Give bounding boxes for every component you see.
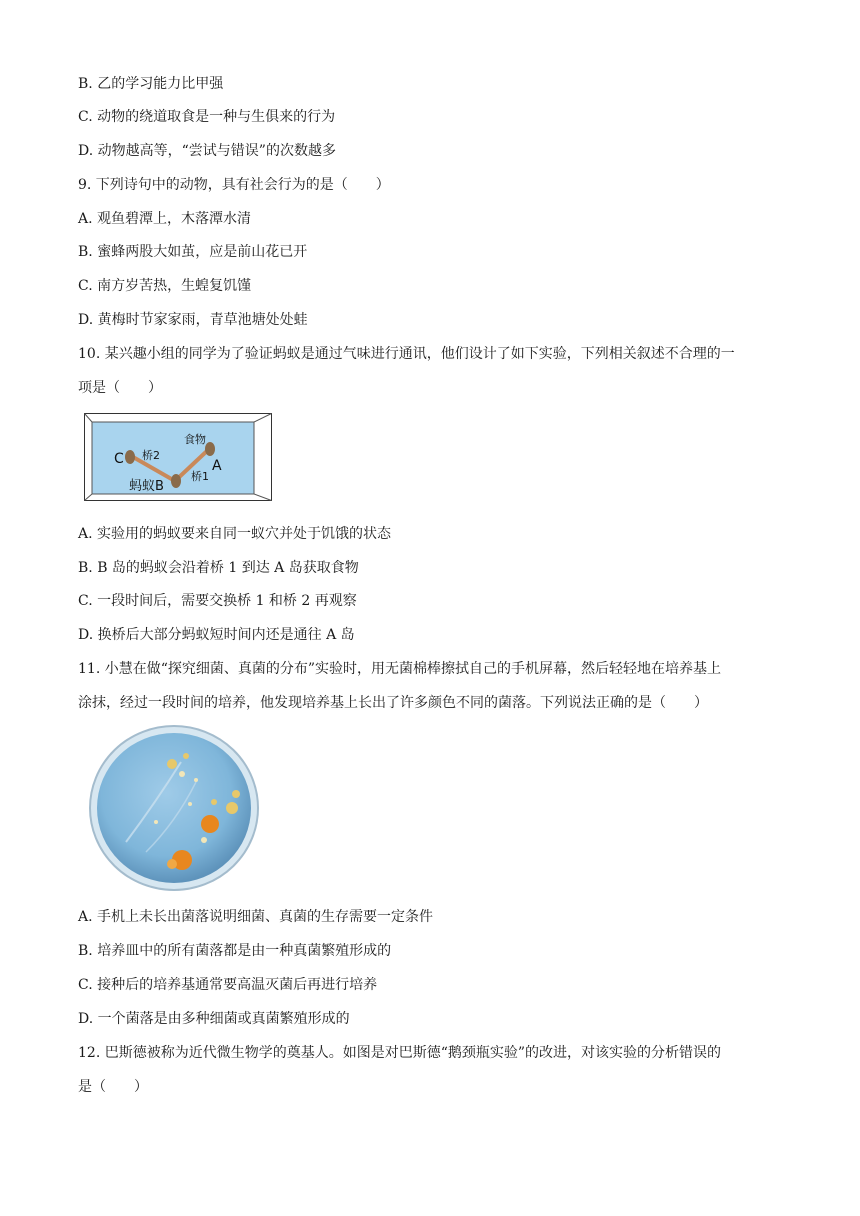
label-bridge-1: 桥1: [191, 470, 209, 483]
q11-stem-line2: 涂抹，经过一段时间的培养，他发现培养基上长出了许多颜色不同的菌落。下列说法正确的是（ ）: [78, 695, 708, 711]
q8-option-d: D. 动物越高等，“尝试与错误”的次数越多: [78, 143, 336, 159]
colony-orange-small: [167, 859, 177, 869]
island-a: [205, 442, 215, 456]
island-b: [171, 474, 181, 488]
ant-experiment-diagram: [84, 413, 272, 501]
island-c: [125, 450, 135, 464]
label-food: 食物: [184, 433, 206, 446]
label-c: C: [114, 451, 124, 467]
colony-pale-top: [179, 771, 185, 777]
q9-stem: 9. 下列诗句中的动物，具有社会行为的是（ ）: [78, 177, 390, 193]
petri-dish-figure: [86, 722, 262, 894]
q11-option-a: A. 手机上未长出菌落说明细菌、真菌的生存需要一定条件: [78, 909, 434, 925]
q8-option-b: B. 乙的学习能力比甲强: [78, 76, 224, 92]
label-a: A: [212, 458, 222, 474]
q9-option-d: D. 黄梅时节家家雨，青草池塘处处蛙: [78, 312, 308, 328]
colony-orange-large: [201, 815, 219, 833]
q10-option-d: D. 换桥后大部分蚂蚁短时间内还是通往 A 岛: [78, 627, 355, 643]
colony-yellow-top-small: [183, 753, 189, 759]
q12-stem-line2: 是（ ）: [78, 1079, 148, 1095]
colony-yellow-right: [226, 802, 238, 814]
colony-yellow-upper-right: [232, 790, 240, 798]
q10-stem-line2: 项是（ ）: [78, 380, 162, 396]
q10-option-c: C. 一段时间后，需要交换桥 1 和桥 2 再观察: [78, 593, 357, 609]
label-bridge-2: 桥2: [142, 449, 160, 462]
q10-option-b: B. B 岛的蚂蚁会沿着桥 1 到达 A 岛获取食物: [78, 560, 359, 576]
q11-stem-line1: 11. 小慧在做“探究细菌、真菌的分布”实验时，用无菌棉棒擦拭自己的手机屏幕，然后轻轻地在培养基上: [78, 661, 722, 677]
ant-experiment-figure: [84, 413, 272, 501]
petri-dish-photo: [86, 722, 262, 894]
q11-option-d: D. 一个菌落是由多种细菌或真菌繁殖形成的: [78, 1011, 350, 1027]
colony-yellow-top: [167, 759, 177, 769]
q11-option-b: B. 培养皿中的所有菌落都是由一种真菌繁殖形成的: [78, 943, 392, 959]
q9-option-c: C. 南方岁苦热，生蝗复饥馑: [78, 278, 252, 294]
q11-option-c: C. 接种后的培养基通常要高温灭菌后再进行培养: [78, 977, 378, 993]
q12-stem-line1: 12. 巴斯德被称为近代微生物学的奠基人。如图是对巴斯德“鹅颈瓶实验”的改进，对该实验的分析错误的: [78, 1045, 722, 1061]
q8-option-c: C. 动物的绕道取食是一种与生俱来的行为: [78, 109, 336, 125]
label-ant-b: 蚂蚁B: [129, 479, 164, 494]
q9-option-b: B. 蜜蜂两股大如茧，应是前山花已开: [78, 244, 308, 260]
q9-option-a: A. 观鱼碧潭上，木落潭水清: [78, 211, 252, 227]
q10-option-a: A. 实验用的蚂蚁要来自同一蚁穴并处于饥饿的状态: [78, 526, 392, 542]
q10-stem-line1: 10. 某兴趣小组的同学为了验证蚂蚁是通过气味进行通讯，他们设计了如下实验，下列相关叙述不合理的一: [78, 346, 735, 362]
